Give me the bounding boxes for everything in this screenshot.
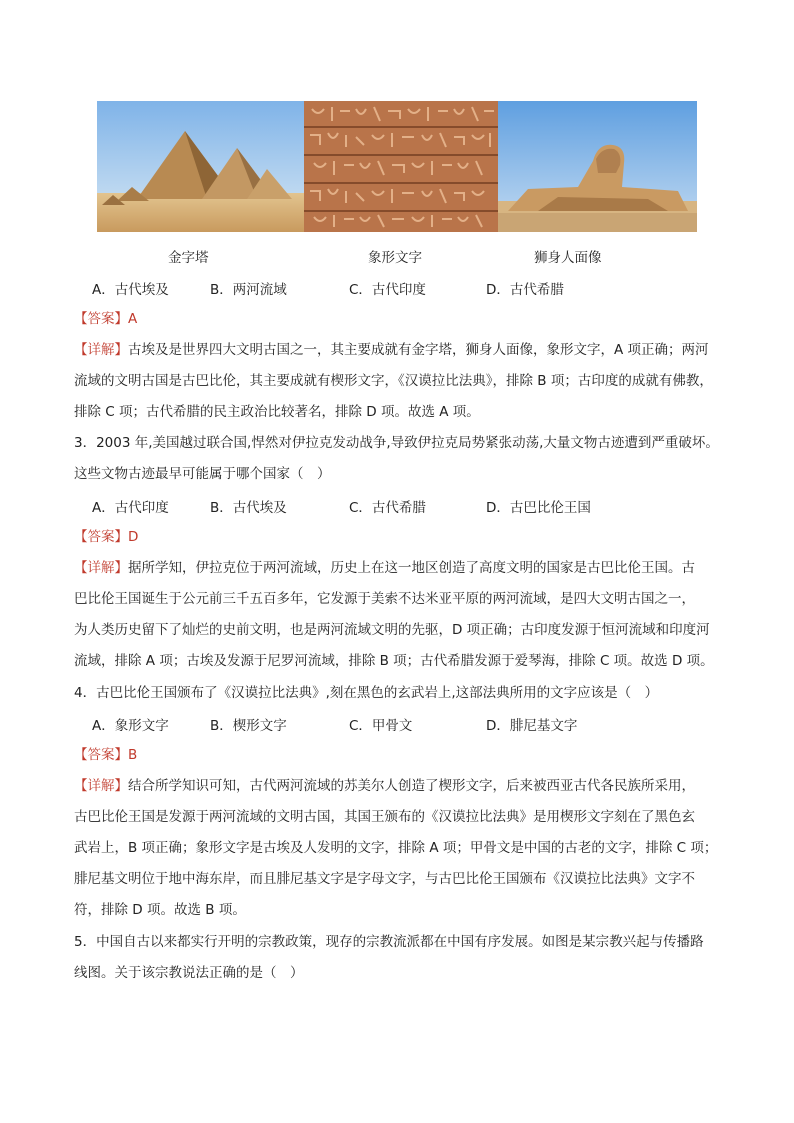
q3-stem-line-1: 3．2003 年,美国越过联合国,悍然对伊拉克发动战争,导致伊拉克局势紧张动荡,大量文物古迹遭到严重破坏。 [74, 435, 719, 451]
pyramids-photo [97, 101, 304, 232]
q4-answer: 【答案】B [74, 747, 138, 763]
q4-option-d[interactable]: D．腓尼基文字 [486, 718, 578, 734]
hieroglyphs-photo [304, 101, 498, 232]
q3-option-c[interactable]: C．古代希腊 [349, 500, 426, 516]
q5-stem-line-1: 5．中国自古以来都实行开明的宗教政策，现存的宗教流派都在中国有序发展。如图是某宗教兴起与传播路 [74, 934, 704, 950]
q4-explain-line-5: 符，排除 D 项。故选 B 项。 [74, 902, 246, 918]
q3-explain-line-1: 【详解】据所学知，伊拉克位于两河流域，历史上在这一地区创造了高度文明的国家是古巴比伦王国。古 [74, 560, 695, 576]
q4-explain-line-2: 古巴比伦王国是发源于两河流域的文明古国，其国王颁布的《汉谟拉比法典》是用楔形文字刻在了黑色玄 [74, 809, 695, 825]
q4-explain-line-3: 武岩上，B 项正确；象形文字是古埃及人发明的文字，排除 A 项；甲骨文是中国的古老的文字，排除 C 项； [74, 840, 718, 856]
q2-option-c[interactable]: C．古代印度 [349, 282, 426, 298]
q4-stem-line-1: 4．古巴比伦王国颁布了《汉谟拉比法典》,刻在黑色的玄武岩上,这部法典所用的文字应该是（ ） [74, 685, 659, 701]
answer-label: 【答案】 [74, 311, 128, 327]
q4-explain-line-4: 腓尼基文明位于地中海东岸，而且腓尼基文字是字母文字，与古巴比伦王国颁布《汉谟拉比法典》文字不 [74, 871, 695, 887]
caption-sphinx: 狮身人面像 [534, 250, 602, 266]
q3-option-d[interactable]: D．古巴比伦王国 [486, 500, 591, 516]
q4-option-a[interactable]: A．象形文字 [92, 718, 169, 734]
q2-explain-line-3: 排除 C 项；古代希腊的民主政治比较著名，排除 D 项。故选 A 项。 [74, 404, 480, 420]
image-captions [97, 246, 697, 266]
q3-option-a[interactable]: A．古代印度 [92, 500, 169, 516]
q4-options [92, 714, 712, 734]
q4-option-b[interactable]: B．楔形文字 [210, 718, 287, 734]
explain-label: 【详解】 [74, 342, 128, 358]
q2-answer [74, 309, 794, 329]
q2-options [92, 278, 712, 298]
q3-explain-line-2: 巴比伦王国诞生于公元前三千五百多年，它发源于美索不达米亚平原的两河流域，是四大文明古国之一， [74, 591, 695, 607]
q2-option-b[interactable]: B．两河流域 [210, 282, 287, 298]
q5-stem-line-2: 线图。关于该宗教说法正确的是（ ） [74, 965, 304, 981]
q3-answer: 【答案】D [74, 529, 139, 545]
q4-option-c[interactable]: C．甲骨文 [349, 718, 413, 734]
q4-explain-line-1: 【详解】结合所学知识可知，古代两河流域的苏美尔人创造了楔形文字，后来被西亚古代各民族所采用， [74, 778, 695, 794]
q3-stem-line-2: 这些文物古迹最早可能属于哪个国家（ ） [74, 466, 331, 482]
answer-value: A [128, 311, 138, 327]
caption-pyramids: 金字塔 [168, 250, 209, 266]
q2-option-a[interactable]: A．古代埃及 [92, 282, 169, 298]
q3-option-b[interactable]: B．古代埃及 [210, 500, 287, 516]
q3-explain-line-3: 为人类历史留下了灿烂的史前文明，也是两河流域文明的先驱，D 项正确；古印度发源于恒河流域和印度河 [74, 622, 710, 638]
q2-explain-line-1: 【详解】古埃及是世界四大文明古国之一，其主要成就有金字塔，狮身人面像，象形文字，A 项正确；两河 [74, 342, 709, 358]
sphinx-photo [498, 101, 697, 232]
q3-explain-line-4: 流域，排除 A 项；古埃及发源于尼罗河流域，排除 B 项；古代希腊发源于爱琴海，排除 C 项。故选 D 项。 [74, 653, 714, 669]
q2-option-d[interactable]: D．古代希腊 [486, 282, 564, 298]
q3-options [92, 496, 712, 516]
caption-hieroglyphs: 象形文字 [368, 250, 422, 266]
image-row [97, 101, 697, 232]
q2-explain-line-2: 流域的文明古国是古巴比伦，其主要成就有楔形文字，《汉谟拉比法典》，排除 B 项；古印度的成就有佛教， [74, 373, 713, 389]
